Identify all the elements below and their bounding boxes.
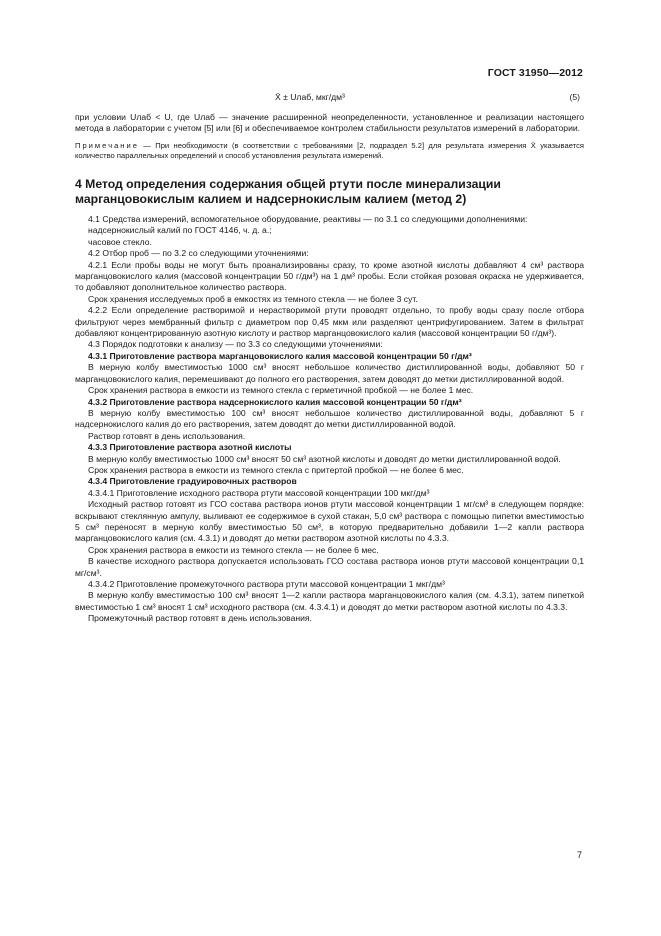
page-content [75, 92, 584, 625]
doc-code-header: ГОСТ 31950—2012 [487, 67, 583, 79]
subsection-heading: 4.3.3 Приготовление раствора азотной кислоты [88, 442, 292, 453]
paragraph: Исходный раствор готовят из ГСО состава раствора ионов ртути массовой концентрации 1 мг/см³ в следующем порядке: вскрывают стеклянную ампулу, выливают ее содержимое в сухой стакан, 5,0 см³ раствора с помощью пипетки вместимостью 5 см³ переносят в мерную колбу вместимостью 50 см³, в которую предварительно добавили 1—2 капли раствора марганцовокислого калия (см. 4.3.1) и доводят до метки раствором азотной кислоты по 4.3.3. [75, 499, 584, 544]
page-number: 7 [577, 850, 583, 860]
note-label: Примечание [75, 140, 139, 150]
paragraph: В мерную колбу вместимостью 1000 см³ вносят 50 см³ азотной кислоты и доводят до метки дистиллированной водой. [88, 453, 561, 464]
section-title: 4 Метод определения содержания общей ртути после минерализации марганцовокислым калием и надсернокислым калием (метод 2) [75, 177, 501, 206]
paragraph: 4.3 Порядок подготовки к анализу — по 3.3 со следующими уточнениями: [88, 339, 383, 350]
note [75, 141, 584, 162]
paragraph: 4.1 Средства измерений, вспомогательное оборудование, реактивы — по 3.1 со следующими дополнениями: [88, 214, 528, 224]
paragraph: Срок хранения раствора в емкости из темного стекла — не более 6 мес. [88, 544, 379, 555]
subsection-heading: 4.3.2 Приготовление раствора надсернокислого калия массовой концентрации 50 г/дм³ [88, 396, 462, 407]
paragraph: 4.3.4.1 Приготовление исходного раствора ртути массовой концентрации 100 мкг/дм³ [88, 487, 430, 498]
formula-expression: X̄ ± Uлаб, мкг/дм³ [275, 92, 345, 102]
paragraph: Раствор готовят в день использования. [88, 430, 246, 441]
paragraph: Промежуточный раствор готовят в день использования. [88, 613, 312, 624]
section-body [75, 214, 584, 625]
formula-line [75, 92, 584, 106]
paragraph: В мерную колбу вместимостью 1000 см³ вносят небольшое количество дистиллированной воды, добавляют 50 г марганцовокислого калия, перемешивают до полного его растворения, затем доводят до метки дистиллированной водой. [75, 362, 584, 384]
paragraph: часовое стекло. [88, 236, 152, 247]
subsection-heading: 4.3.4 Приготовление градуировочных растворов [88, 476, 297, 487]
intro-paragraph: при условии Uлаб < U, где Uлаб — значение расширенной неопределенности, установленное и реализации настоящего метода в лаборатории с учетом [5] или [6] и обеспечиваемое контролем стабильности результатов измерений в лаборатории. [75, 112, 584, 134]
paragraph: Срок хранения раствора в емкости из темного стекла с притертой пробкой — не более 6 мес. [88, 464, 464, 475]
paragraph: В мерную колбу вместимостью 100 см³ вносят небольшое количество дистиллированной воды, добавляют 5 г надсернокислого калия до его растворения, затем доводят до метки дистиллированной водой. [75, 407, 584, 430]
paragraph: В мерную колбу вместимостью 100 см³ вносят 1—2 капли раствора марганцовокислого калия (см. 4.3.1), затем пипеткой вместимостью 1 см³ вносят 1 см³ исходного раствора (см. 4.3.4.1) и доводят до метки раствором азотной кислоты по 4.3.3. [75, 590, 584, 612]
paragraph: надсернокислый калий по ГОСТ 4146, ч. д. а.; [88, 225, 272, 236]
paragraph: 4.2.2 Если определение растворимой и нерастворимой ртути проводят отдельно, то пробу воды сразу после отбора фильтруют через мембранный фильтр с диаметром пор 0,45 мкм или разделяют центрифугированием. Затем в фильтрат добавляют концентрированную азотную кислоту и раствор марганцовокислого калия (массовой концентрации 50 г/дм³). [75, 305, 584, 339]
paragraph: Срок хранения исследуемых проб в емкостях из темного стекла — не более 3 сут. [88, 293, 418, 304]
paragraph: 4.2 Отбор проб — по 3.2 со следующими уточнениями: [88, 248, 309, 259]
paragraph: 4.3.4.2 Приготовление промежуточного раствора ртути массовой концентрации 1 мкг/дм³ [88, 579, 445, 589]
note-text: — При необходимости (в соответствии с требованиями [2, подраздел 5.2] для результата измерения X̄ указывается количество параллельных определений и способ установления результата измерений. [75, 140, 584, 161]
paragraph: В качестве исходного раствора допускается использовать ГСО состава раствора ионов ртути массовой концентрации 0,1 мг/см³. [75, 556, 584, 578]
subsection-heading: 4.3.1 Приготовление раствора марганцовокислого калия массовой концентрации 50 г/дм³ [88, 350, 472, 361]
paragraph: 4.2.1 Если пробы воды не могут быть проанализированы сразу, то кроме азотной кислоты добавляют 4 см³ раствора марганцовокислого калия (массовой концентрации 50 г/дм³) на 1 дм³ пробы. Если стойкая розовая окраска не удерживается, то добавляют дополнительное количество раствора. [75, 259, 584, 293]
formula-number: (5) [569, 92, 580, 102]
paragraph: Срок хранения раствора в емкости из темного стекла с герметичной пробкой — не более 1 мес. [88, 385, 474, 396]
